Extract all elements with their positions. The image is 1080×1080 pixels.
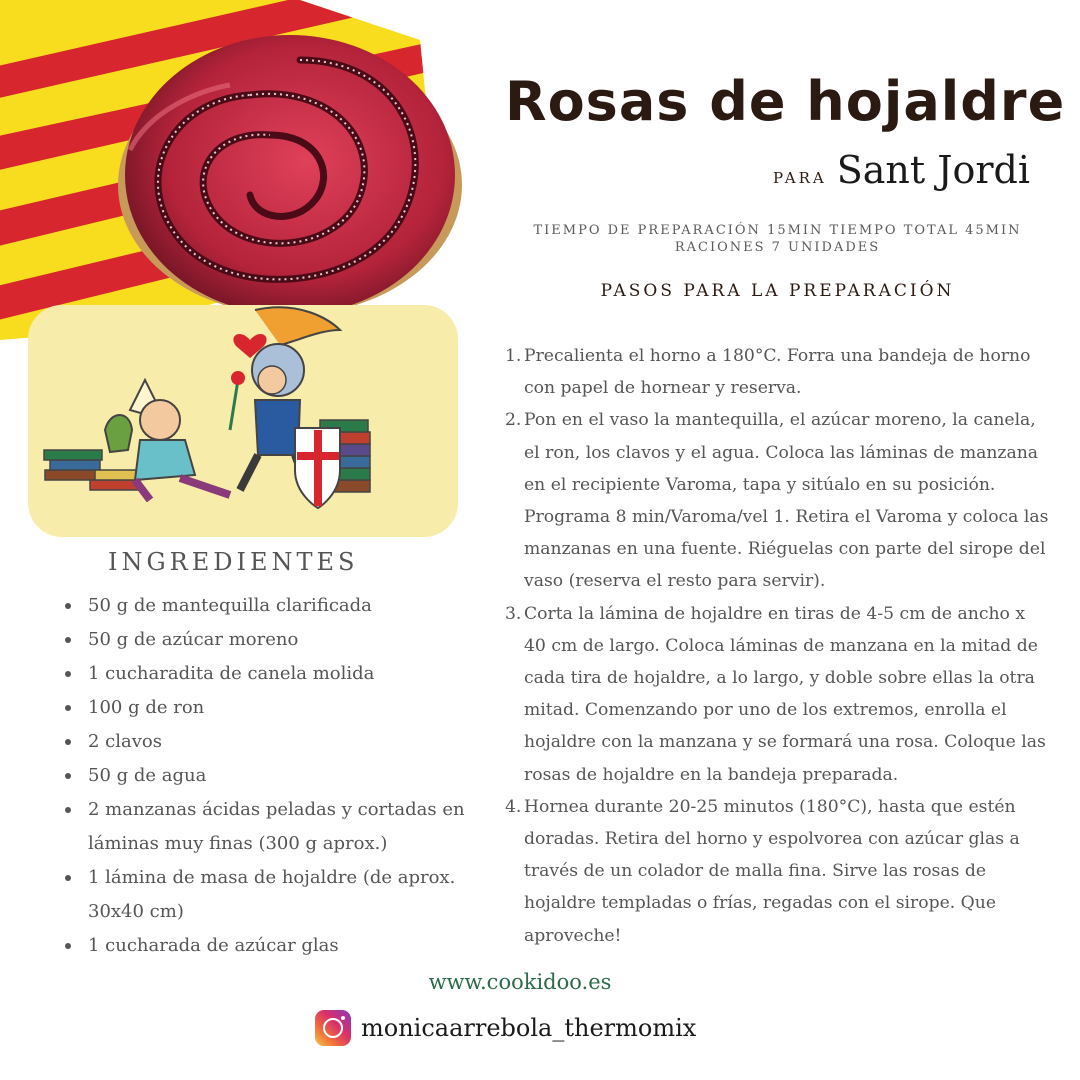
step-item [505,404,1050,597]
prep-time-line: TIEMPO DE PREPARACIÓN 15MIN TIEMPO TOTAL 45MIN [533,223,1022,238]
instagram-icon [315,1010,351,1046]
ingredient-item: 50 g de mantequilla clarificada [60,589,490,623]
ingredient-item: 2 clavos [60,725,490,759]
bullet-icon [60,725,88,759]
bullet-icon [60,929,88,963]
instagram-link[interactable] [315,1008,696,1048]
step-number: 3. [505,603,522,624]
subtitle-occasion: Sant Jordi [836,148,1030,192]
website-link[interactable]: www.cookidoo.es [428,970,612,994]
ingredients-list [60,589,490,963]
step-number: 4. [505,796,522,817]
bullet-icon [60,759,88,793]
ingredient-item: 1 cucharadita de canela molida [60,657,490,691]
step-text: Precalienta el horno a 180°C. Forra una bandeja de horno con papel de hornear y reserva. [524,346,1031,399]
ingredient-item: 1 cucharada de azúcar glas [60,929,490,963]
ingredient-item: 1 lámina de masa de hojaldre (de aprox. 30x40 cm) [60,861,490,929]
subtitle-prefix: PARA [773,169,827,187]
recipe-subtitle [560,148,1030,192]
bullet-icon [60,691,88,725]
steps-heading: PASOS PARA LA PREPARACIÓN [600,281,955,301]
step-number: 1. [505,346,522,366]
bullet-icon [60,861,88,929]
ingredients-heading: INGREDIENTES [108,548,359,576]
ingredient-item: 50 g de azúcar moreno [60,623,490,657]
steps-list [505,340,1050,952]
ingredient-item: 2 manzanas ácidas peladas y cortadas en láminas muy finas (300 g aprox.) [60,793,490,861]
step-item [505,791,1050,952]
bullet-icon [60,657,88,691]
recipe-title: Rosas de hojaldre [505,70,1066,133]
step-text: Pon en el vaso la mantequilla, el azúcar moreno, la canela, el ron, los clavos y el agua. Coloca las láminas de manzana en el recipiente Varoma, tapa y sitúalo en su posición. Programa 8 min/Varoma/vel 1. Retira el Varoma y coloca las manzanas en una fuente. Riéguelas con parte del sirope del vaso (reserva el resto para servir). [524,410,1049,592]
bullet-icon [60,793,88,861]
step-text: Corta la lámina de hojaldre en tiras de 4-5 cm de ancho x 40 cm de largo. Coloca láminas de manzana en la mitad de cada tira de hojaldre, a lo largo, y doble sobre ellas la otra mitad. Comenzando por uno de los extremos, enrolla el hojaldre con la manzana y se formará una rosa. Coloque las rosas de hojaldre en la bandeja preparada. [524,603,1046,785]
step-text: Hornea durante 20-25 minutos (180°C), hasta que estén doradas. Retira del horno y espolvorea con azúcar glas a través de un colador de malla fina. Sirve las rosas de hojaldre templadas o frías, regadas con el sirope. Que aproveche! [524,796,1020,946]
step-item [505,598,1050,791]
ingredient-item: 100 g de ron [60,691,490,725]
instagram-handle: monicaarrebola_thermomix [361,1014,697,1042]
ingredient-item: 50 g de agua [60,759,490,793]
recipe-meta [505,222,1050,256]
step-item [505,340,1050,404]
servings-line: RACIONES 7 UNIDADES [674,240,881,255]
bullet-icon [60,623,88,657]
bullet-icon [60,589,88,623]
hero-illustration [0,0,470,545]
step-number: 2. [505,410,522,431]
